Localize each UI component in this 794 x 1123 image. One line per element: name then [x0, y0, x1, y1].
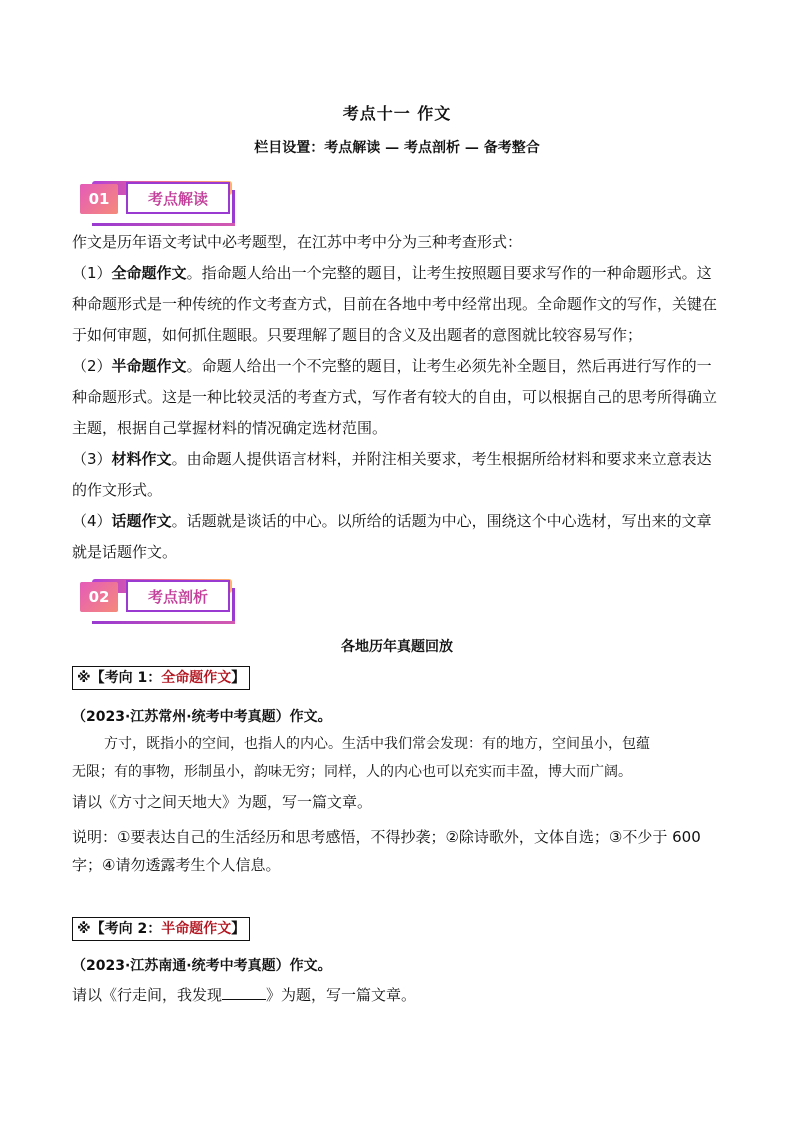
term: 材料作文	[111, 450, 172, 468]
question-source: （2023·江苏常州·统考中考真题）作文。	[72, 709, 332, 725]
badge-number: 01	[80, 184, 118, 214]
review-heading: 各地历年真题回放	[341, 639, 453, 655]
fill-blank	[222, 985, 266, 1000]
list-item: （4）话题作文。话题就是谈话的中心。以所给的话题为中心，围绕这个中心选材，写出来的文章就是话题作文。	[72, 512, 712, 561]
question-source: （2023·江苏南通·统考中考真题）作文。	[72, 958, 332, 974]
section-badge-analysis	[80, 576, 240, 626]
badge-frame-line	[232, 588, 235, 624]
term: 话题作文	[111, 512, 172, 530]
page-title: 考点十一 作文	[342, 104, 452, 123]
list-item: （2）半命题作文。命题人给出一个不完整的题目，让考生必须先补全题目，然后再进行写作的一种命题形式。这是一种比较灵活的考查方式，写作者有较大的自由，可以根据自己的思考所得确立主题，根据自己掌握材料的情况确定选材范围。	[72, 357, 718, 437]
question-task: 请以《方寸之间天地大》为题，写一篇文章。	[72, 793, 373, 811]
badge-frame-line	[92, 621, 235, 624]
section-badge-interpretation	[80, 178, 240, 228]
direction-topic: 半命题作文	[161, 921, 232, 937]
term: 半命题作文	[111, 357, 187, 375]
badge-frame-line	[232, 190, 235, 226]
badge-label: 考点解读	[126, 182, 230, 214]
question-note: 说明：①要表达自己的生活经历和思考感悟，不得抄袭；②除诗歌外，文体自选；③不少于 600 字；④请勿透露考生个人信息。	[72, 828, 701, 874]
question-task: 请以《行走间，我发现 》为题，写一篇文章。	[72, 986, 417, 1004]
badge-number: 02	[80, 582, 118, 612]
direction-1-heading: ※【考向 1：全命题作文】	[72, 666, 250, 690]
badge-label: 考点剖析	[126, 580, 230, 612]
direction-2-heading: ※【考向 2：半命题作文】	[72, 917, 250, 941]
intro-text: 作文是历年语文考试中必考题型，在江苏中考中分为三种考查形式：	[72, 233, 523, 251]
list-item: （1）全命题作文。指命题人给出一个完整的题目，让考生按照题目要求写作的一种命题形式。这种命题形式是一种传统的作文考查方式，目前在各地中考中经常出现。全命题作文的写作，关键在于如何审题，如何抓住题眼。只要理解了题目的含义及出题者的意图就比较容易写作；	[72, 264, 718, 344]
column-setup: 栏目设置：考点解读 — 考点剖析 — 备考整合	[254, 140, 540, 156]
interpretation-body	[72, 227, 722, 568]
term: 全命题作文	[111, 264, 187, 282]
direction-topic: 全命题作文	[161, 670, 232, 686]
list-item: （3）材料作文。由命题人提供语言材料，并附注相关要求，考生根据所给材料和要求来立意表达的作文形式。	[72, 450, 712, 499]
question-material: 方寸，既指小的空间，也指人的内心。生活中我们常会发现：有的地方，空间虽小，包蕴 无限；有的事物，形制虽小，韵味无穷；同样，人的内心也可以充实而丰盈，博大而广阔。	[72, 736, 650, 780]
badge-frame-line	[92, 223, 235, 226]
